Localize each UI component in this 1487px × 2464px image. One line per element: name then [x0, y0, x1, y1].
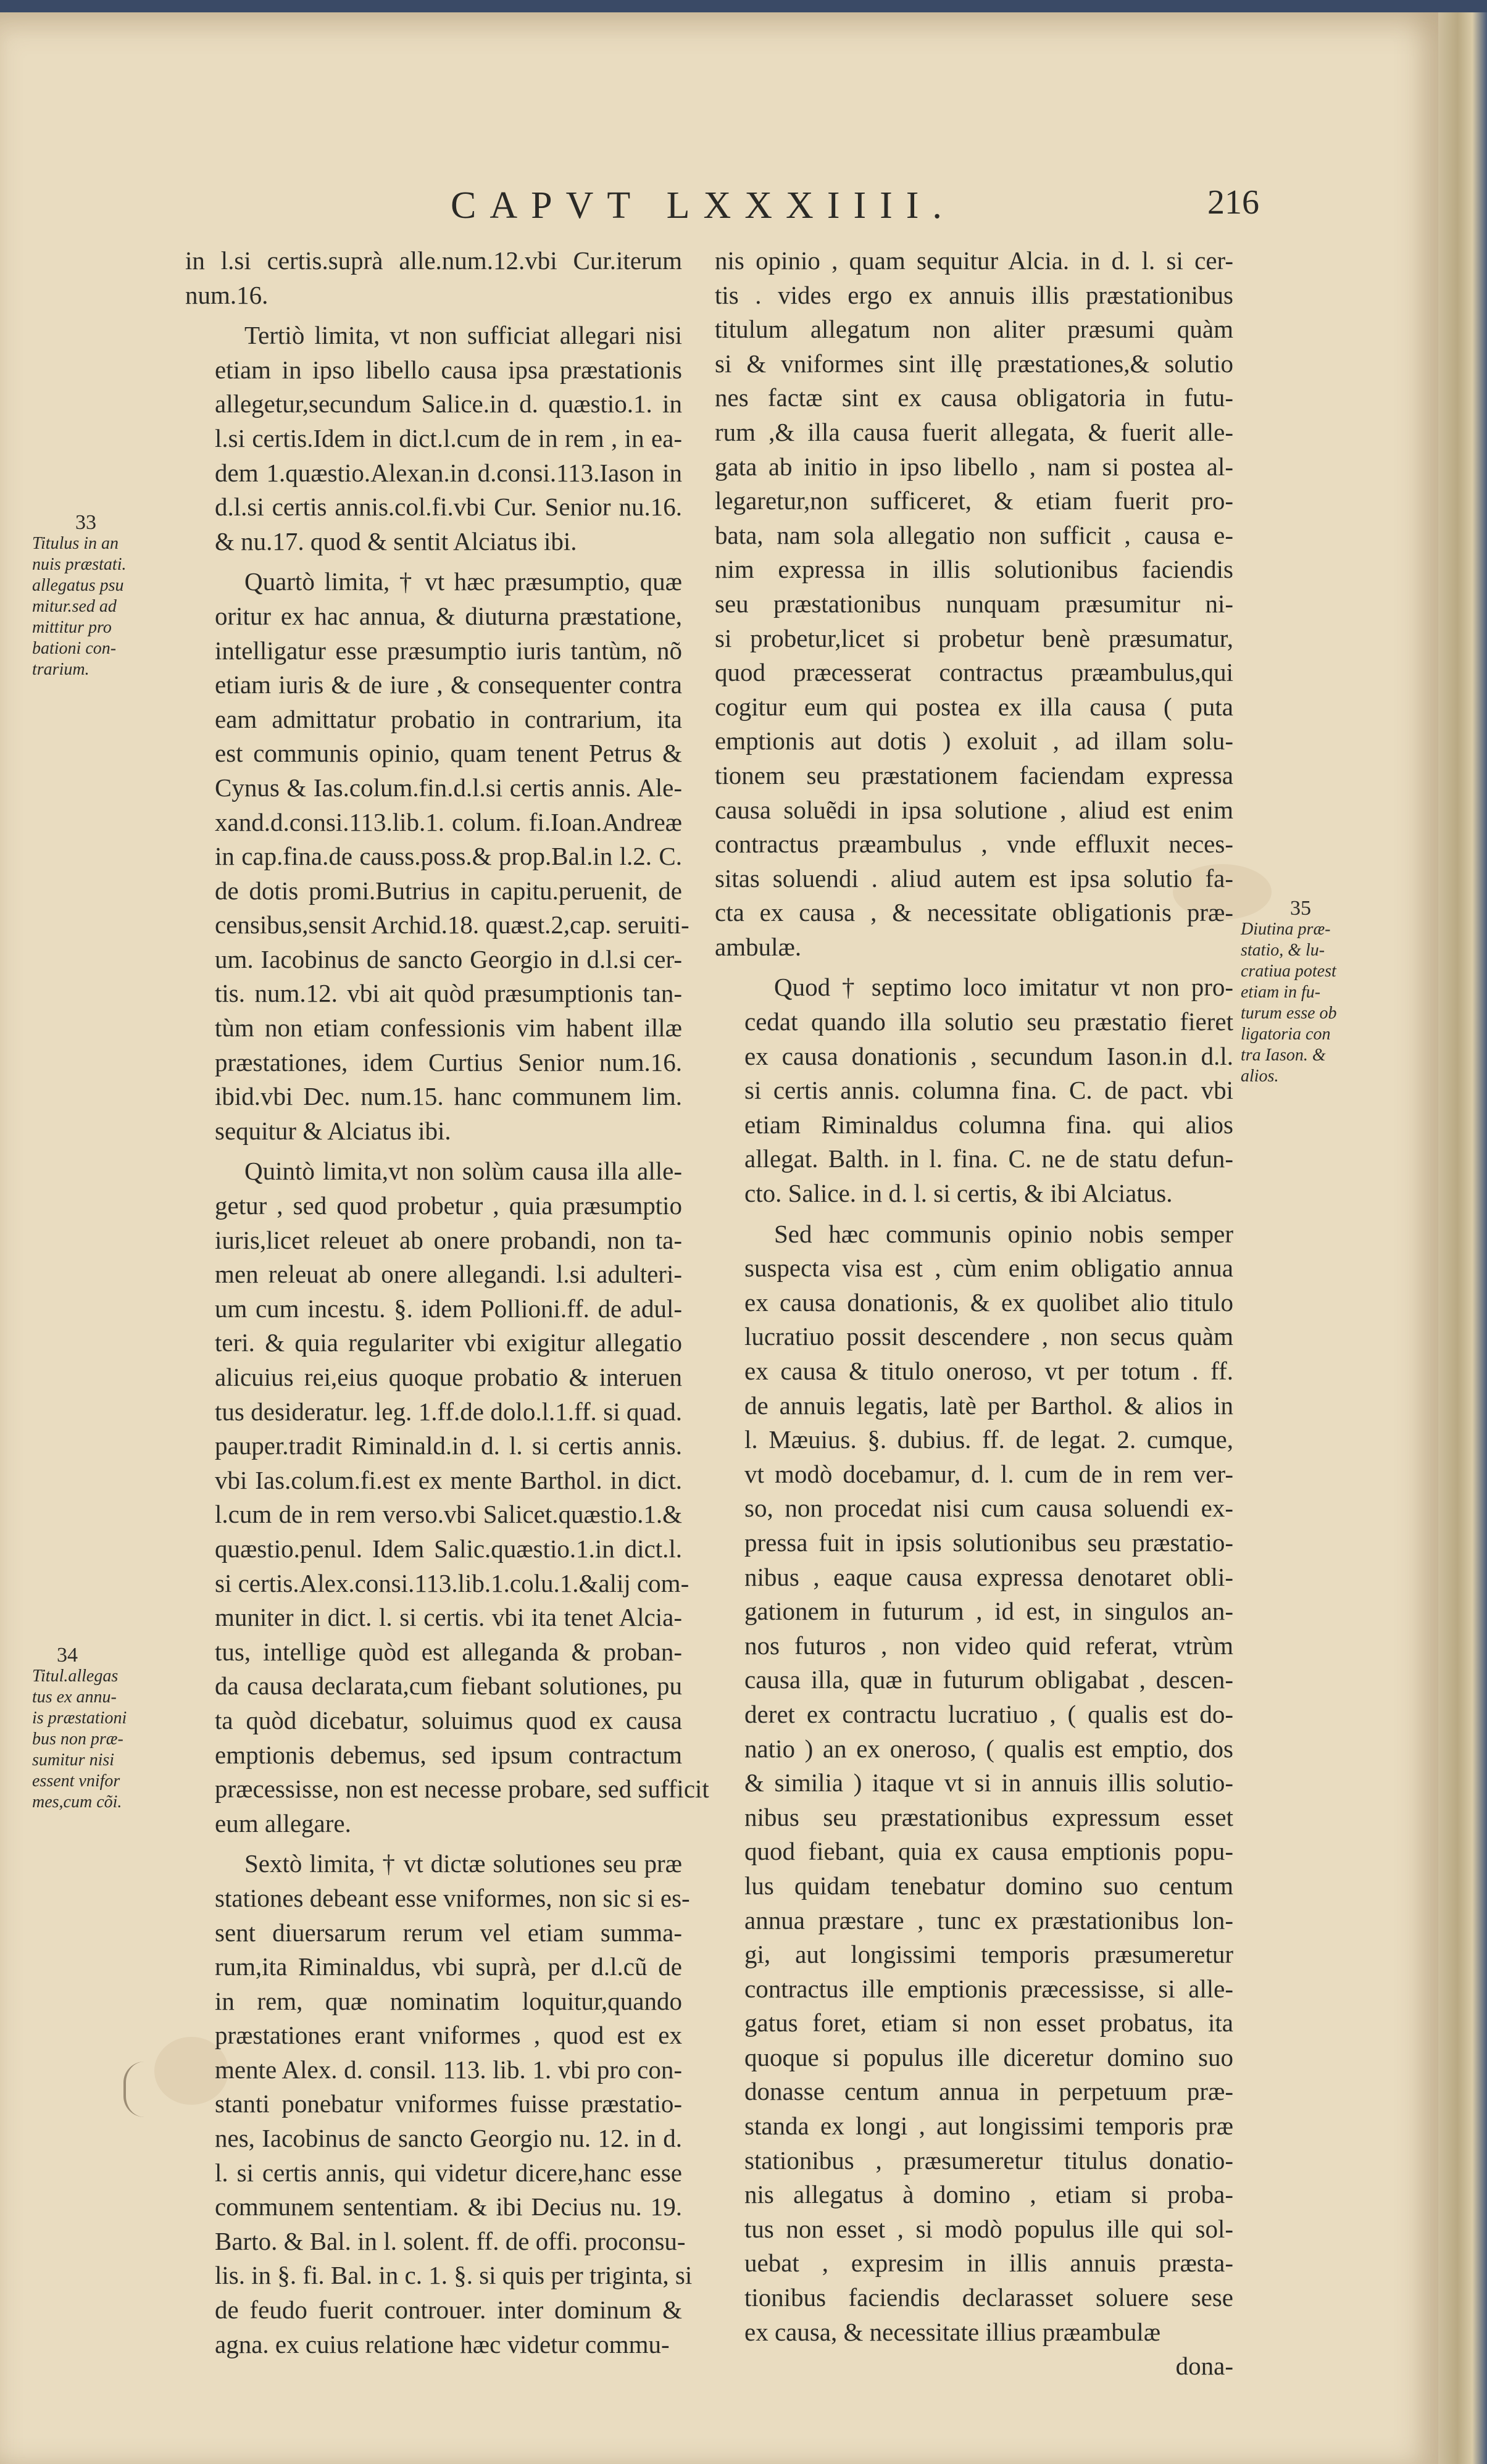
left-text-column: [185, 244, 709, 2362]
text-line: contractus ille emptionis præcessisse, si alle-: [744, 1974, 1233, 2003]
margin-note-line: is præstationi: [32, 1709, 127, 1728]
text-line: stanti ponebatur vniformes fuisse præstatio-: [215, 2089, 682, 2118]
text-line: Cynus & Ias.colum.fin.d.l.si certis annis. Ale-: [215, 773, 682, 802]
text-line: sequitur & Alciatus ibi.: [215, 1116, 451, 1145]
paragraph: [185, 565, 689, 1148]
text-line: d.l.si certis annis.col.fi.vbi Cur. Senior nu.16.: [215, 493, 682, 522]
text-line: nes, Iacobinus de sancto Georgio nu. 12. in d.: [215, 2124, 682, 2153]
text-line: cogitur eum qui postea ex illa causa ( puta: [715, 692, 1233, 721]
text-line: rum ,& illa causa fuerit allegata, & fuerit alle-: [715, 417, 1233, 446]
text-line: quod præcesserat contractus præambulus,qui: [715, 658, 1233, 687]
text-line: dem 1.quæstio.Alexan.in d.consi.113.Iason in: [215, 458, 682, 487]
text-line: seu præstationibus nunquam præsumitur ni-: [715, 589, 1233, 618]
paragraph: [185, 1847, 693, 2362]
margin-note-line: tus ex annu-: [32, 1688, 117, 1707]
text-line: um cum incestu. §. idem Pollioni.ff. de adul-: [215, 1294, 682, 1323]
margin-note-line: Diutina præ-: [1241, 920, 1331, 939]
text-line: titulum allegatum non aliter præsumi quàm: [715, 315, 1233, 344]
paragraph: [715, 1217, 1233, 2350]
text-line: tus desideratur. leg. 1.ff.de dolo.l.1.ff. si quad.: [215, 1397, 682, 1426]
paragraph: [715, 244, 1233, 964]
text-line: intelligatur esse præsumptio iuris tantùm, nõ: [215, 636, 682, 665]
text-line: gi, aut longissimi temporis præsumeretur: [744, 1940, 1233, 1969]
paragraph: [715, 970, 1233, 1210]
text-line: Quod † septimo loco imitatur vt non pro-: [774, 973, 1233, 1002]
text-line: stationibus , præsumeretur titulus donatio-: [744, 2146, 1233, 2175]
text-line: legaretur,non sufficeret, & etiam fuerit pro-: [715, 486, 1233, 515]
text-line: cta ex causa , & necessitate obligationis præ-: [715, 898, 1233, 927]
text-line: so, non procedat nisi cum causa soluendi ex-: [744, 1494, 1233, 1523]
margin-note-line: bus non præ-: [32, 1729, 123, 1749]
text-line: nes factæ sint ex causa obligatoria in futu-: [715, 383, 1233, 412]
margin-note-line: trarium.: [32, 660, 90, 679]
text-line: tùm non etiam confessionis vim habent illæ: [215, 1013, 682, 1043]
margin-note-line: mitur.sed ad: [32, 597, 117, 616]
text-line: nim expressa in illis solutionibus faciendis: [715, 555, 1233, 584]
text-line: quod fiebant, quia ex causa emptionis popu-: [744, 1837, 1233, 1866]
text-line: causa soluẽdi in ipsa solutione , aliud est enim: [715, 795, 1233, 824]
text-line: ambulæ.: [715, 932, 802, 961]
text-line: rum,ita Riminaldus, vbi suprà, per d.l.cũ de: [215, 1952, 682, 1981]
text-line: & similia ) itaque vt si in annuis illis solutio-: [744, 1768, 1233, 1797]
text-line: l.cum de in rem verso.vbi Salicet.quæstio.1.&: [215, 1500, 682, 1529]
text-line: cedat quando illa solutio seu præstatio fieret: [744, 1007, 1233, 1036]
text-line: lis. in §. fi. Bal. in c. 1. §. si quis per triginta, si: [215, 2261, 693, 2290]
text-line: tis . vides ergo ex annuis illis præstationibus: [715, 280, 1233, 309]
text-line: men releuat ab onere allegandi. l.si adulteri-: [215, 1260, 682, 1289]
margin-note-34: [32, 1645, 162, 1813]
text-line: Sed hæc communis opinio nobis semper: [774, 1219, 1233, 1248]
text-line: in rem, quæ nominatim loquitur,quando: [215, 1986, 682, 2015]
margin-note-number: 35: [1290, 897, 1311, 920]
paragraph: [185, 1154, 709, 1841]
margin-note-line: nuis præstati.: [32, 555, 127, 574]
text-line: præstationes erant vniformes , quod est ex: [215, 2021, 682, 2050]
margin-note-line: sumitur nisi: [32, 1750, 115, 1770]
text-line: de feudo fuerit controuer. inter dominum &: [215, 2295, 682, 2325]
paragraph: [185, 318, 682, 559]
text-line: tus, intellige quòd est alleganda & proban-: [215, 1637, 682, 1666]
text-line: iuris,licet releuet ab onere probandi, non ta-: [215, 1225, 682, 1254]
text-line: emptionis debemus, sed ipsum contractum: [215, 1740, 682, 1769]
right-text-column: [715, 244, 1233, 2384]
margin-note-line: etiam in fu-: [1241, 983, 1321, 1002]
text-line: Barto. & Bal. in l. solent. ff. de offi. proconsu-: [215, 2226, 686, 2255]
text-line: præstationes, idem Curtius Senior num.16.: [215, 1047, 682, 1076]
text-line: eum allegare.: [215, 1808, 351, 1838]
text-line: standa ex longi , aut longissimi temporis præ: [744, 2112, 1233, 2141]
text-line: nis allegatus à domino , etiam si proba-: [744, 2180, 1233, 2209]
text-line: allegat. Balth. in l. fina. C. ne de statu defun-: [744, 1144, 1233, 1173]
margin-note-line: allegatus psu: [32, 576, 124, 595]
text-line: vt modò docebamur, d. l. cum de in rem ver-: [744, 1459, 1233, 1488]
margin-note-line: Titulus in an: [32, 534, 119, 553]
text-line: gatus foret, etiam si non esset probatus, ita: [744, 2008, 1233, 2037]
margin-note-line: turum esse ob: [1241, 1004, 1337, 1023]
text-line: annua præstare , tunc ex præstationibus lon-: [744, 1905, 1233, 1934]
text-line: sitas soluendi . aliud autem est ipsa solutio fa-: [715, 864, 1233, 893]
margin-note-35: [1241, 898, 1389, 1087]
text-line: pauper.tradit Riminald.in d. l. si certis annis.: [215, 1431, 682, 1460]
text-line: etiam Riminaldus columna fina. qui alios: [744, 1110, 1233, 1139]
margin-note-line: mes,cum cõi.: [32, 1792, 122, 1812]
margin-note-line: cratiua potest: [1241, 962, 1336, 981]
text-line: nis opinio , quam sequitur Alcia. in d. l. si cer-: [715, 246, 1233, 275]
margin-note-line: ligatoria con: [1241, 1025, 1331, 1044]
text-line: l.si certis.Idem in dict.l.cum de in rem , in ea-: [215, 423, 682, 452]
text-line: alicuius rei,eius quoque probatio & interuen: [215, 1363, 682, 1391]
text-line: nos futuros , non video quid referat, vtrùm: [744, 1631, 1233, 1660]
text-line: donasse centum annua in perpetuum præ-: [744, 2077, 1233, 2106]
text-line: Quartò limita, † vt hæc præsumptio, quæ: [244, 567, 682, 596]
text-line: agna. ex cuius relatione hæc videtur commu-: [215, 2329, 670, 2358]
text-line: est communis opinio, quam tenent Petrus &: [215, 739, 682, 768]
margin-note-number: 34: [57, 1644, 78, 1667]
margin-note-33: [32, 512, 162, 680]
text-line: si probetur,licet si probetur benè præsumatur,: [715, 623, 1233, 652]
text-line: getur , sed quod probetur , quia præsumptio: [215, 1191, 682, 1220]
text-line: emptionis aut dotis ) exoluit , ad illam solu-: [715, 726, 1233, 755]
text-line: contractus præambulus , vnde effluxit neces-: [715, 830, 1233, 859]
margin-note-line: bationi con-: [32, 639, 117, 658]
text-line: l. Mæuius. §. dubius. ff. de legat. 2. cumque,: [744, 1425, 1233, 1454]
paragraph: [185, 244, 682, 312]
text-line: mente Alex. d. consil. 113. lib. 1. vbi pro con-: [215, 2055, 682, 2084]
text-line: si & vniformes sint illę præstationes,& solutio: [715, 349, 1233, 378]
text-line: natio ) an ex oneroso, ( qualis est emptio, dos: [744, 1734, 1233, 1763]
margin-note-line: tra Iason. &: [1241, 1046, 1326, 1065]
margin-note-line: Titul.allegas: [32, 1667, 119, 1686]
text-line: quæstio.penul. Idem Salic.quæstio.1.in dict.l.: [215, 1534, 682, 1563]
text-line: si certis annis. columna fina. C. de pact. vbi: [744, 1076, 1233, 1105]
catchword: dona-: [1175, 2352, 1233, 2381]
text-line: uebat , expresim in illis annuis præsta-: [744, 2249, 1233, 2278]
text-line: si certis.Alex.consi.113.lib.1.colu.1.&alij com-: [215, 1568, 689, 1597]
text-line: de annuis legatis, latè per Barthol. & alios in: [744, 1391, 1233, 1420]
text-line: num.16.: [185, 280, 269, 309]
text-line: gationem in futurum , id est, in singulos an-: [744, 1597, 1233, 1626]
text-line: da causa declarata,cum fiebant solutiones, pu: [215, 1671, 682, 1700]
text-line: de dotis promi.Butrius in capitu.peruenit, de: [215, 876, 682, 905]
text-line: muniter in dict. l. si certis. vbi ita tenet Alcia-: [215, 1603, 682, 1632]
text-line: tionem seu præstationem faciendam expressa: [715, 760, 1233, 789]
text-line: gata ab initio in ipso libello , nam si postea al-: [715, 452, 1233, 481]
text-line: ex causa donationis , secundum Iason.in d.l.: [744, 1041, 1233, 1070]
text-line: tus non esset , si modò populus ille qui sol-: [744, 2214, 1233, 2243]
text-line: causa illa, quæ in futurum obligabat , descen-: [744, 1665, 1233, 1694]
text-line: ex causa, & necessitate illius præambulæ: [744, 2317, 1161, 2346]
text-line: suspecta visa est , cùm enim obligatio annua: [744, 1254, 1233, 1283]
text-line: Quintò limita,vt non solùm causa illa alle-: [244, 1157, 682, 1186]
text-line: ta quòd dicebatur, soluimus quod ex causa: [215, 1705, 682, 1734]
text-line: bata, nam sola allegatio non sufficit , causa e-: [715, 520, 1233, 549]
text-line: in l.si certis.suprà alle.num.12.vbi Cur.iterum: [185, 246, 682, 275]
margin-note-line: mittitur pro: [32, 618, 112, 637]
text-line: allegetur,secundum Salice.in d. quæstio.1. in: [215, 389, 682, 418]
text-line: eam admittatur probatio in contrarium, ita: [215, 704, 682, 733]
text-line: etiam iuris & de iure , & consequenter contra: [215, 670, 682, 699]
text-line: l. si certis annis, qui videtur dicere,hanc esse: [215, 2158, 682, 2187]
text-line: oritur ex hac annua, & diuturna præstatione,: [215, 601, 682, 630]
margin-note-line: alios.: [1241, 1067, 1279, 1086]
running-header: CAPVT LXXXIIII.: [451, 185, 956, 227]
text-line: etiam in ipso libello causa ipsa præstationis: [215, 355, 682, 384]
page-number: 216: [1207, 183, 1259, 222]
text-line: sent diuersarum rerum vel etiam summa-: [215, 1918, 682, 1947]
text-line: in cap.fina.de causs.poss.& prop.Bal.in l.2. C.: [215, 842, 682, 871]
text-line: præcessisse, non est necesse probare, sed sufficit: [215, 1775, 709, 1804]
text-line: ex causa donationis, & ex quolibet alio titulo: [744, 1288, 1233, 1317]
text-line: deret ex contractu lucratiuo , ( qualis est do-: [744, 1699, 1233, 1728]
text-line: cto. Salice. in d. l. si certis, & ibi Alciatus.: [744, 1179, 1173, 1208]
text-line: & nu.17. quod & sentit Alciatus ibi.: [215, 527, 577, 556]
text-line: stationes debeant esse vniformes, non sic si es-: [215, 1883, 690, 1912]
text-line: nibus seu præstationibus expressum esset: [744, 1802, 1233, 1831]
text-line: vbi Ias.colum.fi.est ex mente Barthol. in dict.: [215, 1465, 682, 1494]
margin-note-line: essent vnifor: [32, 1771, 120, 1791]
text-line: quoque si populus ille diceretur domino suo: [744, 2042, 1233, 2071]
text-line: um. Iacobinus de sancto Georgio in d.l.si cer-: [215, 944, 682, 973]
text-line: ibid.vbi Dec. num.15. hanc communem lim.: [215, 1082, 682, 1111]
text-line: pressa fuit in ipsis solutionibus seu præstatio-: [744, 1528, 1233, 1557]
page-edge: [1438, 12, 1487, 2464]
text-line: tionibus faciendis declarasset soluere sese: [744, 2283, 1233, 2312]
margin-note-number: 33: [75, 511, 96, 534]
text-line: Sextò limita, † vt dictæ solutiones seu præ: [244, 1849, 682, 1878]
text-line: tis. num.12. vbi ait quòd præsumptionis tan-: [215, 979, 682, 1008]
text-line: Tertiò limita, vt non sufficiat allegari nisi: [244, 321, 682, 350]
text-line: communem sententiam. & ibi Decius nu. 19.: [215, 2192, 682, 2221]
margin-note-line: statio, & lu-: [1241, 941, 1325, 960]
text-line: teri. & quia regulariter vbi exigitur allegatio: [215, 1328, 682, 1357]
text-line: nibus , eaque causa expressa denotaret obli-: [744, 1562, 1233, 1591]
text-line: lus quidam tenebatur domino suo centum: [744, 1871, 1233, 1900]
text-line: lucratiuo possit descendere , non secus quàm: [744, 1322, 1233, 1351]
text-line: xand.d.consi.113.lib.1. colum. fi.Ioan.Andreæ: [215, 807, 682, 836]
text-line: ex causa & titulo oneroso, vt per totum . ff.: [744, 1357, 1233, 1385]
text-line: censibus,sensit Archid.18. quæst.2,cap. seruiti-: [215, 910, 689, 939]
